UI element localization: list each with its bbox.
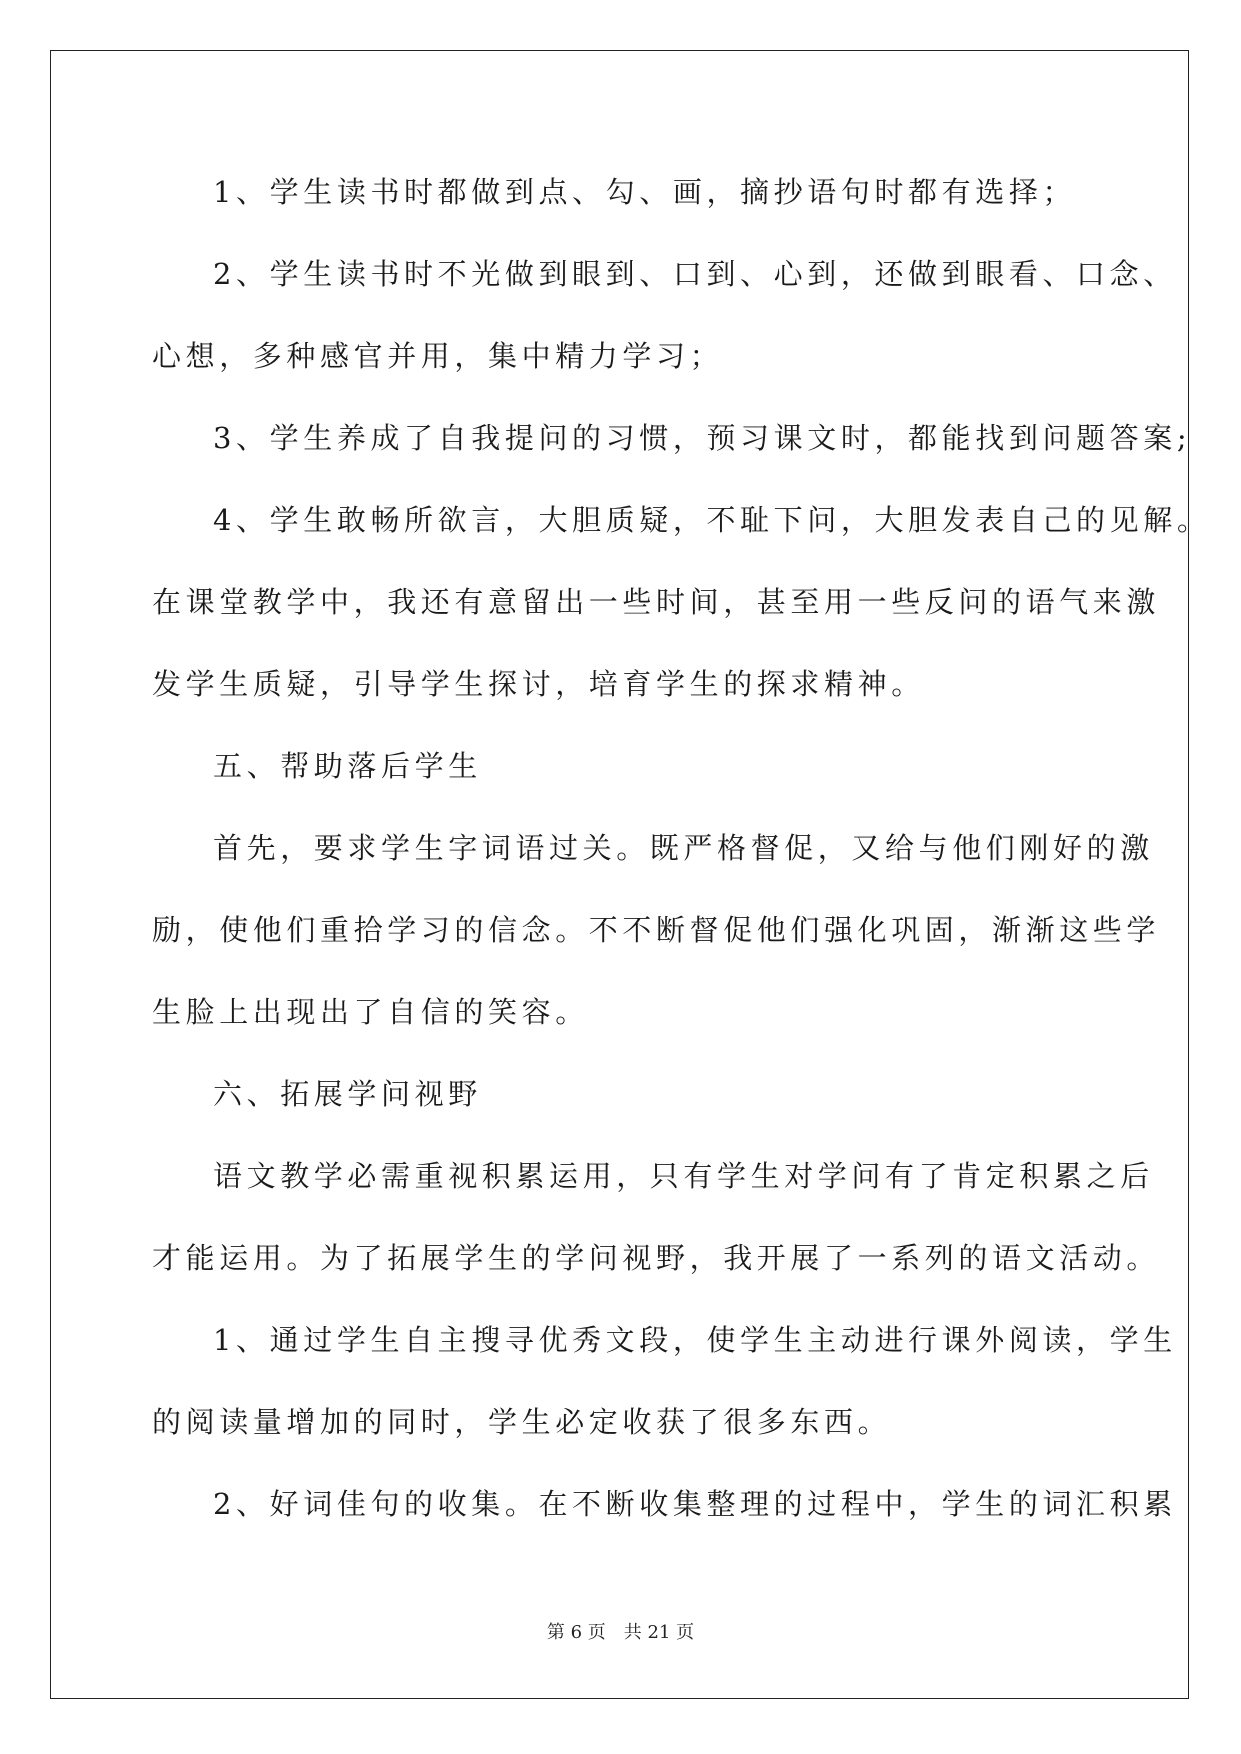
paragraph-line: 发学生质疑，引导学生探讨，培育学生的探求精神。 [152, 667, 925, 701]
paragraph-line: 3、学生养成了自我提问的习惯，预习课文时，都能找到问题答案; [213, 421, 1192, 455]
paragraph-line: 1、学生读书时都做到点、勾、画，摘抄语句时都有选择； [213, 175, 1077, 209]
paragraph-line: 的阅读量增加的同时，学生必定收获了很多东西。 [152, 1405, 892, 1439]
paragraph-line: 首先，要求学生字词语过关。既严格督促，又给与他们刚好的激 [213, 831, 1154, 865]
paragraph-line: 励，使他们重拾学习的信念。不不断督促他们强化巩固，渐渐这些学 [152, 913, 1161, 947]
page-number-footer: 第 6 页 共 21 页 [546, 1622, 695, 1643]
paragraph-line: 4、学生敢畅所欲言，大胆质疑，不耻下问，大胆发表自己的见解。 [213, 503, 1211, 537]
paragraph-line: 生脸上出现出了自信的笑容。 [152, 995, 589, 1029]
section-heading: 六、拓展学问视野 [213, 1077, 482, 1111]
paragraph-line: 2、好词佳句的收集。在不断收集整理的过程中，学生的词汇积累 [213, 1487, 1177, 1521]
paragraph-line: 心想，多种感官并用，集中精力学习； [152, 339, 724, 373]
page-border [50, 50, 1192, 1699]
paragraph-line: 2、学生读书时不光做到眼到、口到、心到，还做到眼看、口念、 [213, 257, 1177, 291]
paragraph-line: 才能运用。为了拓展学生的学问视野，我开展了一系列的语文活动。 [152, 1241, 1161, 1275]
paragraph-line: 在课堂教学中，我还有意留出一些时间，甚至用一些反问的语气来激 [152, 585, 1161, 619]
paragraph-line: 1、通过学生自主搜寻优秀文段，使学生主动进行课外阅读，学生 [213, 1323, 1177, 1357]
paragraph-line: 语文教学必需重视积累运用，只有学生对学问有了肯定积累之后 [213, 1159, 1154, 1193]
section-heading: 五、帮助落后学生 [213, 749, 482, 783]
